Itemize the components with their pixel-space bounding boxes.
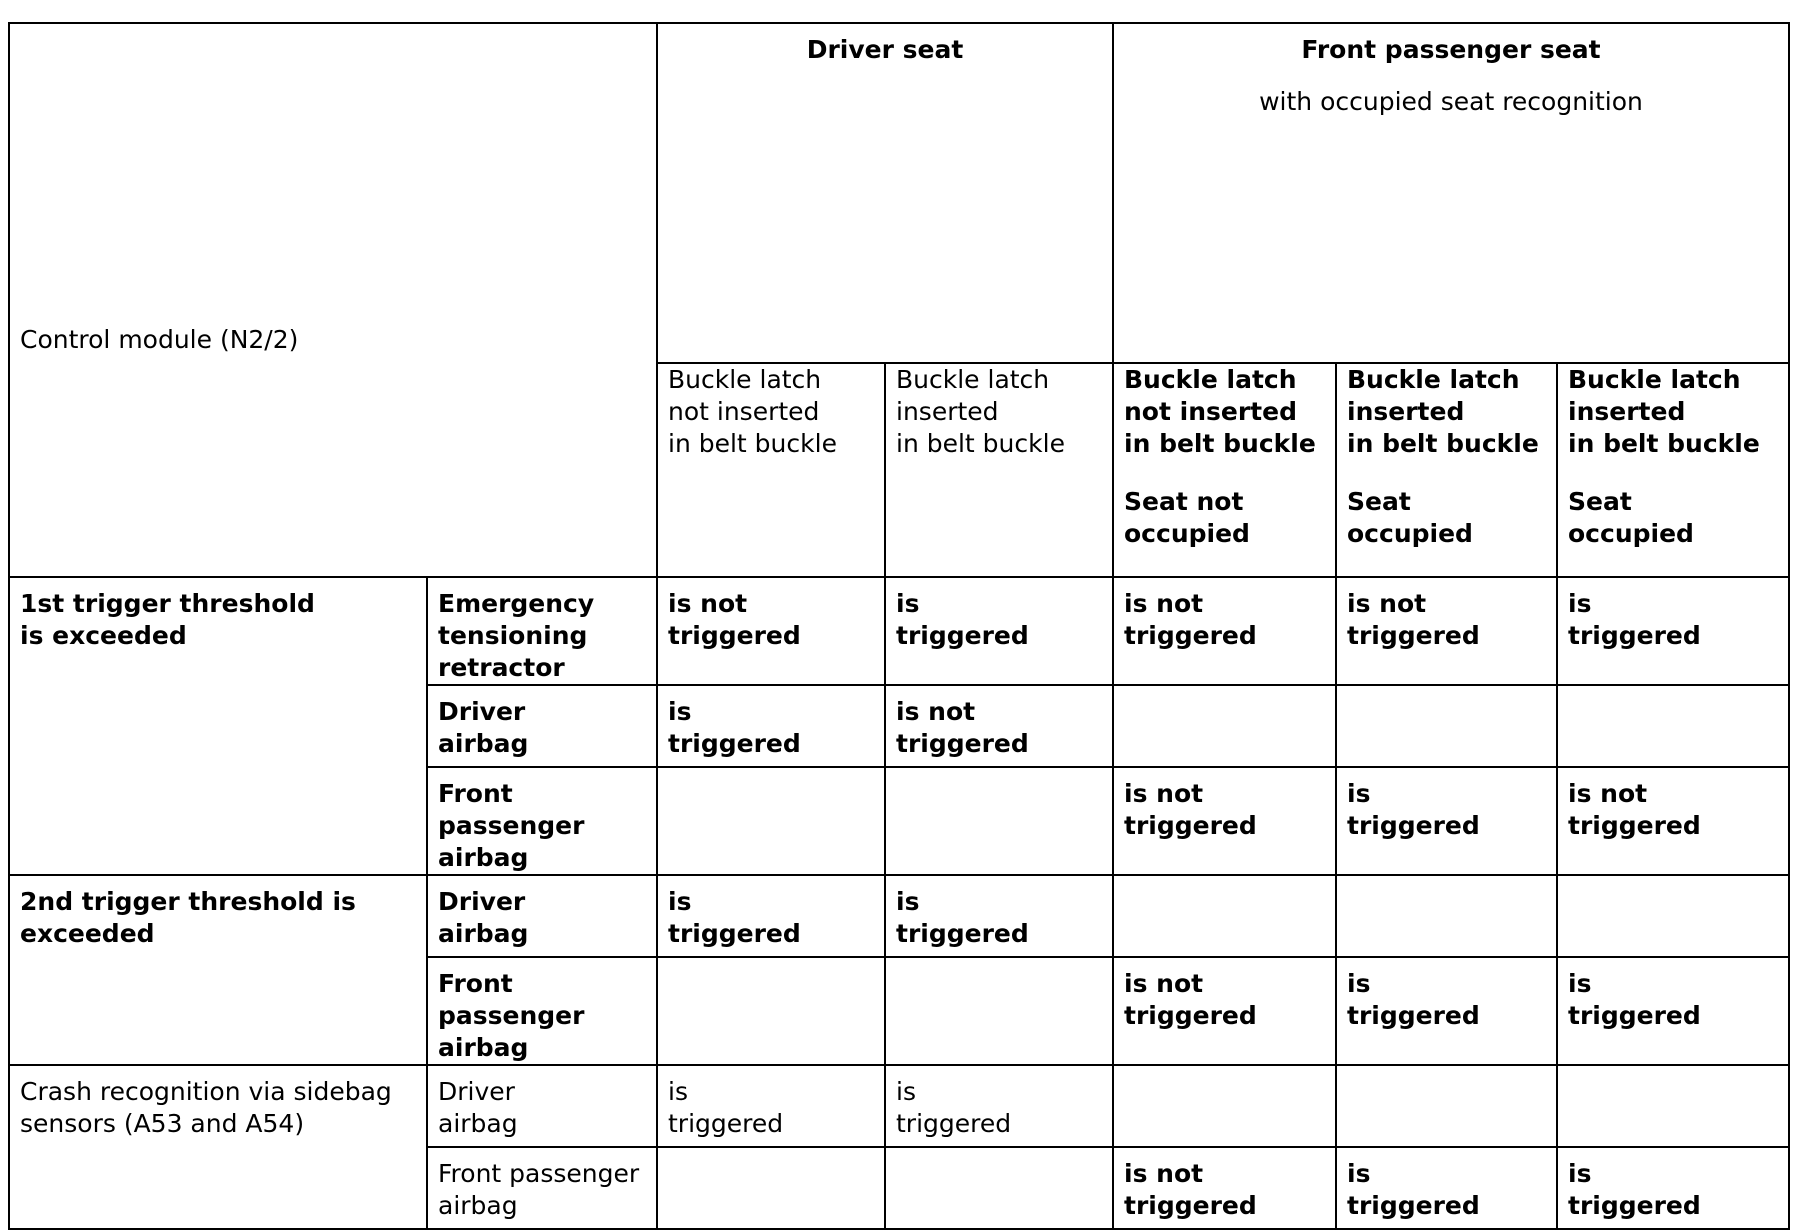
condition-cell: [657, 363, 885, 577]
group-label-cell: [9, 577, 427, 875]
component-cell: [427, 767, 657, 875]
trigger-state: is not triggered: [1124, 969, 1257, 1030]
value-cell: [885, 577, 1113, 685]
table-row: [9, 577, 1789, 685]
trigger-state: is not triggered: [896, 697, 1029, 758]
condition-cell: [885, 363, 1113, 577]
front-passenger-seat-heading: Front passenger seat: [1301, 35, 1601, 64]
value-cell: [1336, 957, 1557, 1065]
value-cell: [657, 1065, 885, 1147]
group-label-cell: [9, 875, 427, 1065]
table-header-row: [9, 23, 1789, 363]
value-cell: [1113, 1147, 1336, 1229]
value-cell: [657, 577, 885, 685]
component-cell: [427, 875, 657, 957]
condition-cell: [1557, 363, 1789, 577]
buckle-condition-label: Buckle latch not inserted in belt buckle: [1124, 365, 1316, 458]
component-label: Driver airbag: [438, 887, 529, 948]
value-cell: [1336, 875, 1557, 957]
trigger-state: is not triggered: [1124, 1159, 1257, 1220]
value-cell: [657, 875, 885, 957]
value-cell: [1113, 1065, 1336, 1147]
value-cell: [1113, 577, 1336, 685]
value-cell: [1557, 1147, 1789, 1229]
value-cell: [1113, 957, 1336, 1065]
condition-cell: [1336, 363, 1557, 577]
trigger-state: is triggered: [1347, 969, 1480, 1030]
buckle-condition-label: Buckle latch not inserted in belt buckle: [668, 365, 837, 458]
value-cell: [1557, 875, 1789, 957]
component-cell: [427, 957, 657, 1065]
driver-seat-heading: Driver seat: [806, 35, 964, 64]
value-cell: [1557, 1065, 1789, 1147]
trigger-state: is triggered: [1568, 969, 1701, 1030]
value-cell: [885, 1147, 1113, 1229]
trigger-condition-label: 1st trigger threshold is exceeded: [20, 589, 315, 650]
value-cell: [657, 685, 885, 767]
buckle-condition-label: Buckle latch inserted in belt buckle: [1568, 365, 1760, 458]
value-cell: [1336, 767, 1557, 875]
value-cell: [1336, 1065, 1557, 1147]
component-cell: [427, 685, 657, 767]
trigger-state: is triggered: [668, 887, 801, 948]
buckle-condition-label: Buckle latch inserted in belt buckle: [896, 365, 1065, 458]
seat-condition-label: Seat occupied: [1568, 487, 1694, 548]
component-cell: [427, 577, 657, 685]
value-cell: [885, 767, 1113, 875]
table-row: [9, 1065, 1789, 1147]
trigger-state: is not triggered: [668, 589, 801, 650]
trigger-state: is not triggered: [1124, 779, 1257, 840]
trigger-state: is triggered: [1347, 779, 1480, 840]
trigger-state: is triggered: [1347, 1159, 1480, 1220]
component-label: Driver airbag: [438, 697, 529, 758]
value-cell: [1336, 1147, 1557, 1229]
component-cell: [427, 1065, 657, 1147]
trigger-state: is not triggered: [1347, 589, 1480, 650]
trigger-state: is triggered: [1568, 1159, 1701, 1220]
value-cell: [1113, 875, 1336, 957]
value-cell: [657, 767, 885, 875]
value-cell: [885, 957, 1113, 1065]
airbag-trigger-table: [8, 22, 1790, 1230]
value-cell: [1557, 767, 1789, 875]
value-cell: [1113, 767, 1336, 875]
component-label: Driver airbag: [438, 1077, 518, 1138]
document-page: [8, 22, 1788, 1220]
control-module-label: Control module (N2/2): [20, 325, 299, 354]
trigger-state: is triggered: [896, 589, 1029, 650]
component-label: Front passenger airbag: [438, 779, 585, 872]
trigger-condition-label: Crash recognition via sidebag sensors (A53 and A54): [20, 1077, 392, 1138]
condition-cell: [1113, 363, 1336, 577]
value-cell: [1557, 577, 1789, 685]
table-row: [9, 875, 1789, 957]
value-cell: [1113, 685, 1336, 767]
trigger-state: is triggered: [896, 1077, 1012, 1138]
trigger-state: is triggered: [896, 887, 1029, 948]
trigger-state: is not triggered: [1568, 779, 1701, 840]
driver-seat-header-cell: [657, 23, 1113, 363]
component-label: Emergency tensioning retractor: [438, 589, 595, 682]
seat-condition-label: Seat not occupied: [1124, 487, 1250, 548]
value-cell: [885, 875, 1113, 957]
buckle-condition-label: Buckle latch inserted in belt buckle: [1347, 365, 1539, 458]
value-cell: [1336, 577, 1557, 685]
control-module-header-cell: [9, 23, 657, 577]
trigger-condition-label: 2nd trigger threshold is exceeded: [20, 887, 356, 948]
trigger-state: is triggered: [668, 1077, 784, 1138]
value-cell: [1557, 957, 1789, 1065]
value-cell: [885, 685, 1113, 767]
trigger-state: is triggered: [1568, 589, 1701, 650]
value-cell: [1557, 685, 1789, 767]
trigger-state: is not triggered: [1124, 589, 1257, 650]
value-cell: [657, 957, 885, 1065]
component-label: Front passenger airbag: [438, 969, 585, 1062]
group-label-cell: [9, 1065, 427, 1229]
trigger-state: is triggered: [668, 697, 801, 758]
value-cell: [657, 1147, 885, 1229]
component-label: Front passenger airbag: [438, 1159, 640, 1220]
occupied-seat-recognition-label: with occupied seat recognition: [1259, 87, 1643, 116]
value-cell: [1336, 685, 1557, 767]
value-cell: [885, 1065, 1113, 1147]
front-passenger-header-cell: [1113, 23, 1789, 363]
seat-condition-label: Seat occupied: [1347, 487, 1473, 548]
component-cell: [427, 1147, 657, 1229]
